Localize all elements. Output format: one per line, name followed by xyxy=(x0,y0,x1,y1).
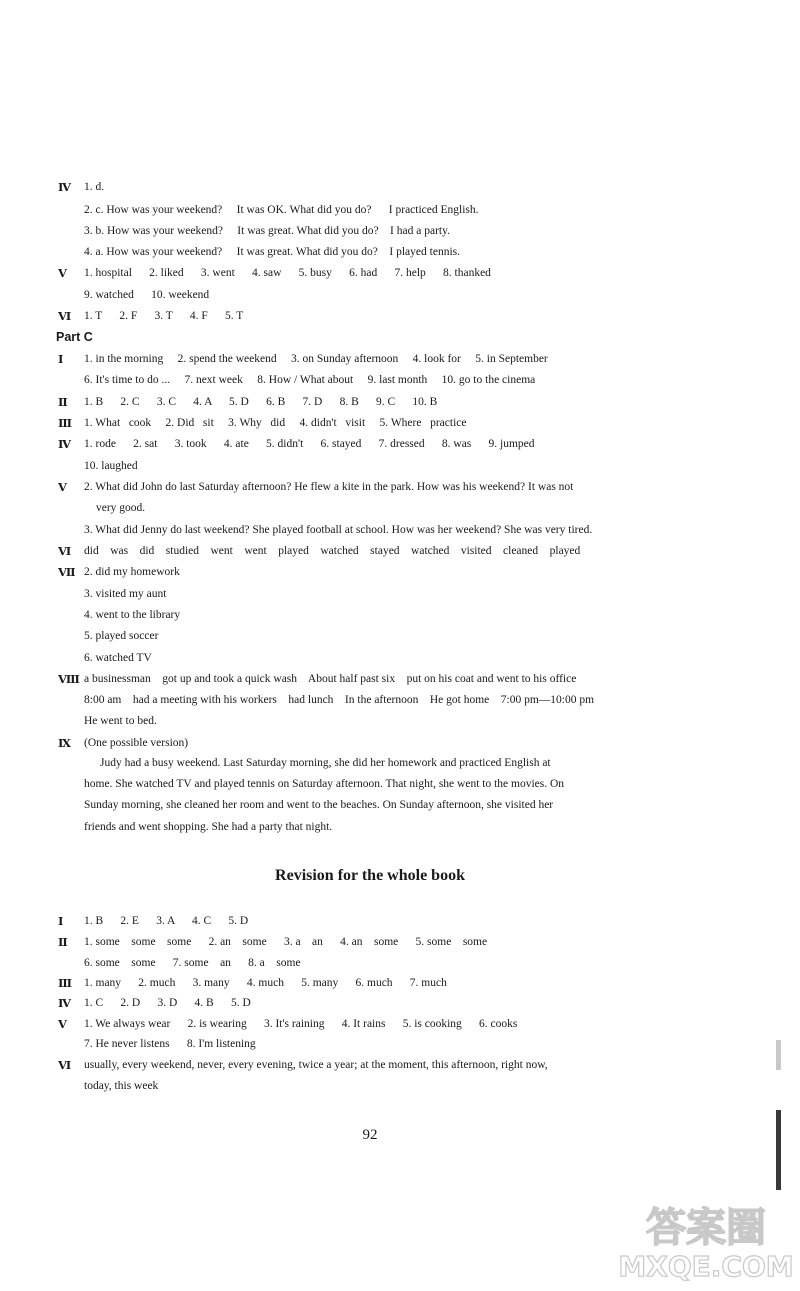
section-number-V: Ⅴ xyxy=(58,480,67,494)
answer-line: 1. B 2. C 3. C 4. A 5. D 6. B 7. D 8. B 9. C 10. B xyxy=(84,396,438,408)
answer-line: 6. It's time to do ... 7. next week 8. How / What about 9. last month 10. go to the cinema xyxy=(84,374,536,386)
section-number-IV: Ⅳ xyxy=(58,180,72,194)
page-number: 92 xyxy=(362,1127,378,1143)
answer-line: 1. We always wear 2. is wearing 3. It's raining 4. It rains 5. is cooking 6. cooks xyxy=(84,1018,518,1030)
essay-line: Sunday morning, she cleaned her room and went to the beaches. On Sunday afternoon, she visited her xyxy=(84,799,554,812)
section-number-V: Ⅴ xyxy=(58,1017,67,1031)
section-number-IX: Ⅸ xyxy=(58,736,71,750)
answer-line: 3. visited my aunt xyxy=(84,588,167,600)
answer-line: 2. c. How was your weekend? It was OK. What did you do? I practiced English. xyxy=(84,204,479,216)
answer-line: 1. in the morning 2. spend the weekend 3. on Sunday afternoon 4. look for 5. in September xyxy=(84,353,548,365)
answer-line: 3. b. How was your weekend? It was great. What did you do? I had a party. xyxy=(84,225,450,237)
answer-line: 1. T 2. F 3. T 4. F 5. T xyxy=(84,310,244,322)
answer-line: 6. some some 7. some an 8. a some xyxy=(84,957,301,969)
answer-line: 1. What cook 2. Did sit 3. Why did 4. didn't visit 5. Where practice xyxy=(84,417,467,429)
answer-line: 1. B 2. E 3. A 4. C 5. D xyxy=(84,915,249,927)
section-number-VI: Ⅵ xyxy=(58,309,72,323)
answer-line: 1. some some some 2. an some 3. a an 4. an some 5. some some xyxy=(84,936,488,948)
section-number-IV: Ⅳ xyxy=(58,996,72,1010)
essay-line: home. She watched TV and played tennis on Saturday afternoon. That night, she went to the movies. On xyxy=(84,778,565,791)
watermark-logo: 答案圈 xyxy=(646,1205,766,1251)
answer-line: 4. went to the library xyxy=(84,609,181,621)
scan-edge-shadow xyxy=(776,1040,781,1070)
answer-line: 1. d. xyxy=(84,181,105,193)
answer-line: today, this week xyxy=(84,1080,159,1092)
section-number-II: Ⅱ xyxy=(58,935,68,949)
scan-edge-shadow xyxy=(776,1110,781,1190)
answer-line: 1. many 2. much 3. many 4. much 5. many 6. much 7. much xyxy=(84,977,447,989)
answer-line: very good. xyxy=(96,502,146,514)
answer-line: 2. did my homework xyxy=(84,566,180,578)
section-number-III: Ⅲ xyxy=(58,976,73,990)
section-number-V: Ⅴ xyxy=(58,266,67,280)
answer-line: 3. What did Jenny do last weekend? She played football at school. How was her weekend? She was very tired. xyxy=(84,524,593,536)
answer-line: a businessman got up and took a quick wash About half past six put on his coat and went to his office xyxy=(84,673,577,685)
section-number-VI: Ⅵ xyxy=(58,1058,72,1072)
answer-line: 7. He never listens 8. I'm listening xyxy=(84,1038,256,1050)
revision-title: Revision for the whole book xyxy=(275,867,465,884)
answer-line: 2. What did John do last Saturday afternoon? He flew a kite in the park. How was his weekend? It was not xyxy=(84,481,574,493)
answer-line: 4. a. How was your weekend? It was great. What did you do? I played tennis. xyxy=(84,246,460,258)
section-number-VII: Ⅶ xyxy=(58,565,76,579)
answer-line: 1. C 2. D 3. D 4. B 5. D xyxy=(84,997,251,1009)
section-number-I: Ⅰ xyxy=(58,914,64,928)
answer-line: 5. played soccer xyxy=(84,630,159,642)
section-number-VI: Ⅵ xyxy=(58,544,72,558)
answer-line: 10. laughed xyxy=(84,460,138,472)
answer-line: 8:00 am had a meeting with his workers had lunch In the afternoon He got home 7:00 pm—10:00 pm xyxy=(84,694,595,706)
section-number-III: Ⅲ xyxy=(58,416,73,430)
model-essay xyxy=(84,753,684,838)
section-number-IV: Ⅳ xyxy=(58,437,72,451)
version-note: (One possible version) xyxy=(84,737,189,749)
watermark-site: MXQE.COM xyxy=(618,1250,794,1283)
answer-line: usually, every weekend, never, every evening, twice a year; at the moment, this afternoon, right now, xyxy=(84,1059,548,1071)
section-number-I: Ⅰ xyxy=(58,352,64,366)
answer-line: 1. hospital 2. liked 3. went 4. saw 5. busy 6. had 7. help 8. thanked xyxy=(84,267,491,279)
answer-line: 6. watched TV xyxy=(84,652,152,664)
part-c-title: Part C xyxy=(56,330,93,344)
answer-line: 1. rode 2. sat 3. took 4. ate 5. didn't 6. stayed 7. dressed 8. was 9. jumped xyxy=(84,438,535,450)
answer-line: He went to bed. xyxy=(84,715,157,727)
answer-line: did was did studied went went played watched stayed watched visited cleaned played xyxy=(84,545,581,557)
essay-line: friends and went shopping. She had a party that night. xyxy=(84,820,333,833)
section-number-VIII: Ⅷ xyxy=(58,672,80,686)
essay-line: Judy had a busy weekend. Last Saturday morning, she did her homework and practiced English at xyxy=(100,757,551,769)
answer-line: 9. watched 10. weekend xyxy=(84,289,210,301)
section-number-II: Ⅱ xyxy=(58,395,68,409)
